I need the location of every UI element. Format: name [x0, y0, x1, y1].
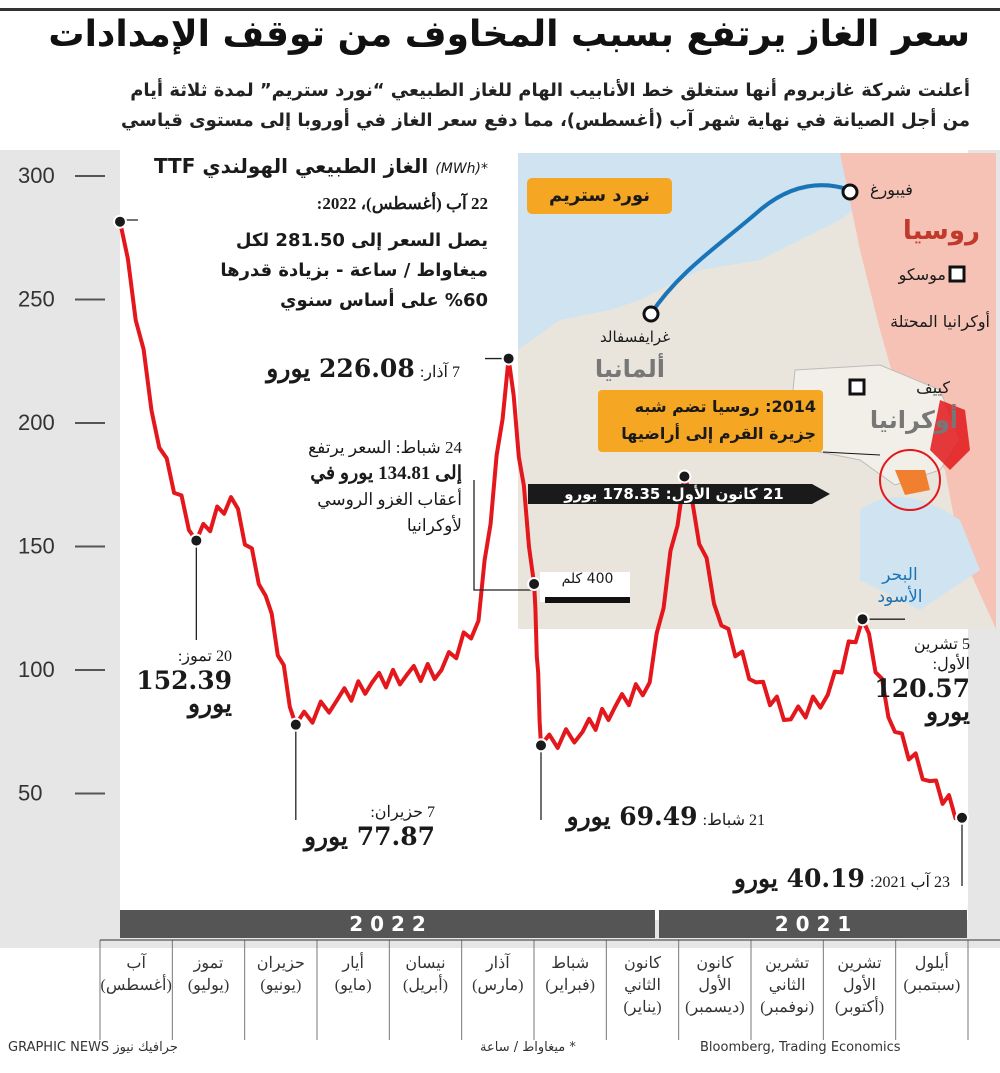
- occupied-label: أوكرانيا المحتلة: [890, 312, 990, 331]
- chart-unit-note: *(MWh): [435, 161, 488, 177]
- month-latin: (أكتوبر): [834, 999, 885, 1016]
- y-tick-label: 300: [18, 163, 55, 188]
- y-tick-label: 250: [18, 286, 55, 312]
- month-name: أيلول: [914, 955, 949, 972]
- scale-label: 400 كلم: [561, 571, 614, 587]
- month-latin: (يوليو): [187, 977, 230, 994]
- peak-text-2: ميغاواط / ساعة - بزيادة قدرها: [220, 260, 488, 281]
- y-tick-label: 50: [18, 780, 43, 806]
- subtitle-line-2: من أجل الصيانة في نهاية شهر آب (أغسطس)، مما دفع سعر الغاز في أوروبا إلى مستوى قياسي: [121, 110, 970, 131]
- month-name: نيسان: [405, 955, 446, 972]
- jul20-value: 152.39: [136, 666, 232, 695]
- oct5-date-1: 5 تشرين: [913, 636, 970, 653]
- germany-label: ألمانيا: [594, 355, 665, 383]
- month-latin: (أغسطس): [100, 977, 172, 994]
- jun7-date: 7 حزيران:: [370, 804, 435, 821]
- subtitle-line-1: أعلنت شركة غازبروم أنها ستغلق خط الأنابيب الهام للغاز الطبيعي “نورد ستريم” لمدة ثلاثة أيام: [130, 80, 970, 101]
- page-subtitle: [30, 76, 970, 136]
- russia-label: روسيا: [902, 216, 980, 246]
- y-tick-label: 200: [18, 410, 55, 435]
- month-name: شباط: [551, 955, 590, 972]
- feb24-line-3: أعقاب الغزو الروسي: [317, 490, 462, 509]
- jul20-unit: يورو: [187, 689, 232, 718]
- oct5-annotation: [860, 634, 970, 726]
- month-latin: (يونيو): [260, 977, 302, 994]
- vyborg-label: فيبورغ: [870, 180, 913, 199]
- footer-note: * ميغاواط / ساعة: [480, 1040, 576, 1055]
- jun7-annotation: [215, 802, 435, 851]
- feb24-line-2: إلى 134.81 يورو في: [310, 463, 462, 484]
- month-name: الأول: [698, 977, 732, 994]
- scale-bar: [545, 597, 630, 603]
- feb21-date: 21 شباط:: [702, 812, 765, 829]
- footer-source: Bloomberg, Trading Economics: [700, 1040, 901, 1055]
- footer-credit: GRAPHIC NEWS جرافيك نيوز: [8, 1040, 178, 1055]
- mar7-date: 7 آذار:: [419, 364, 460, 381]
- feb21-annotation: [465, 802, 765, 831]
- month-name: تموز: [193, 955, 224, 972]
- pipeline-label: نورد ستريم: [548, 185, 651, 206]
- chart-title-text: الغاز الطبيعي الهولندي TTF: [153, 154, 429, 178]
- data-point-marker: [290, 719, 302, 731]
- crimea-text-2: جزيرة القرم إلى أراضيها: [621, 424, 816, 443]
- data-point-marker: [956, 812, 968, 824]
- crimea-callout: [598, 393, 816, 447]
- black-sea-line-2: الأسود: [877, 587, 923, 607]
- crimea-year: 2014:: [765, 397, 816, 416]
- data-point-marker: [535, 739, 547, 751]
- month-name: كانون: [696, 955, 734, 972]
- aug23-value: 40.19 يورو: [733, 864, 865, 893]
- feb21-value: 69.49 يورو: [566, 802, 698, 831]
- feb24-line-4: لأوكرانيا: [406, 516, 462, 535]
- month-name: الأول: [843, 977, 876, 994]
- jun7-value: 77.87 يورو: [303, 822, 435, 851]
- greifswald-label: غرايفسفالد: [600, 328, 671, 346]
- year-label-2022: 2 0 2 2: [349, 912, 426, 936]
- data-point-marker: [678, 470, 690, 482]
- month-name: آذار: [485, 955, 510, 972]
- vyborg-marker: [843, 185, 857, 199]
- data-point-marker: [857, 613, 869, 625]
- feb24-annotation: [202, 435, 462, 539]
- month-latin: (ديسمبر): [685, 999, 745, 1016]
- peak-annotation: [108, 226, 488, 316]
- mar7-annotation: [160, 354, 460, 383]
- month-latin: (يناير): [623, 999, 662, 1016]
- month-axis: [100, 940, 968, 1040]
- month-latin: (سبتمبر): [903, 977, 961, 994]
- oct5-date-2: الأول:: [932, 656, 970, 673]
- month-name: تشرين: [837, 955, 882, 972]
- aug23-annotation: [650, 864, 950, 893]
- black-sea-line-1: البحر: [882, 565, 918, 585]
- chart-title: [88, 154, 488, 178]
- year-label-2021: 2 0 2 1: [774, 912, 852, 936]
- month-name: آب: [126, 955, 146, 972]
- y-tick-label: 100: [18, 657, 55, 682]
- peak-text-1: يصل السعر إلى 281.50 لكل: [235, 230, 488, 251]
- peak-date: 22 آب (أغسطس)، 2022:: [316, 194, 488, 213]
- month-name: الثاني: [624, 977, 661, 994]
- black-sea-label: [860, 564, 940, 608]
- jul20-annotation: [112, 646, 232, 718]
- chart-area: [0, 150, 1000, 1050]
- kyiv-label: كييف: [916, 378, 950, 397]
- month-latin: (فبراير): [545, 977, 596, 994]
- month-name: حزيران: [256, 955, 305, 972]
- moscow-label: موسكو: [898, 265, 946, 284]
- greifswald-marker: [644, 307, 658, 321]
- ukraine-label: أوكرانيا: [869, 406, 958, 434]
- crimea-text-1: روسيا تضم شبه: [634, 397, 760, 416]
- y-tick-label: 150: [18, 533, 55, 559]
- data-point-marker: [503, 353, 515, 365]
- month-latin: (مارس): [472, 977, 524, 994]
- peak-text-3: %60 على أساس سنوي: [279, 290, 488, 311]
- month-name: كانون: [624, 955, 661, 972]
- moscow-marker: [950, 267, 964, 281]
- month-latin: (مايو): [334, 977, 372, 994]
- jul20-date: 20 تموز:: [177, 648, 232, 665]
- oct5-value: 120.57: [874, 674, 970, 703]
- mar7-value: 226.08 يورو: [266, 354, 415, 383]
- feb24-line-1: 24 شباط: السعر يرتفع: [308, 438, 462, 457]
- month-name: تشرين: [765, 955, 810, 972]
- data-point-marker: [190, 535, 202, 547]
- oct5-unit: يورو: [925, 697, 970, 726]
- month-name: أيار: [342, 955, 364, 972]
- month-latin: (أبريل): [403, 977, 448, 994]
- month-name: الثاني: [768, 977, 806, 994]
- month-latin: (نوفمبر): [760, 999, 815, 1016]
- data-point-marker: [528, 578, 540, 590]
- aug23-date: 23 آب 2021:: [870, 874, 950, 891]
- dec21-label: 21 كانون الأول: 178.35 يورو: [564, 485, 784, 503]
- page-title: سعر الغاز يرتفع بسبب المخاوف من توقف الإمدادات: [48, 14, 970, 55]
- top-rule: [0, 8, 1000, 11]
- kyiv-marker: [850, 380, 864, 394]
